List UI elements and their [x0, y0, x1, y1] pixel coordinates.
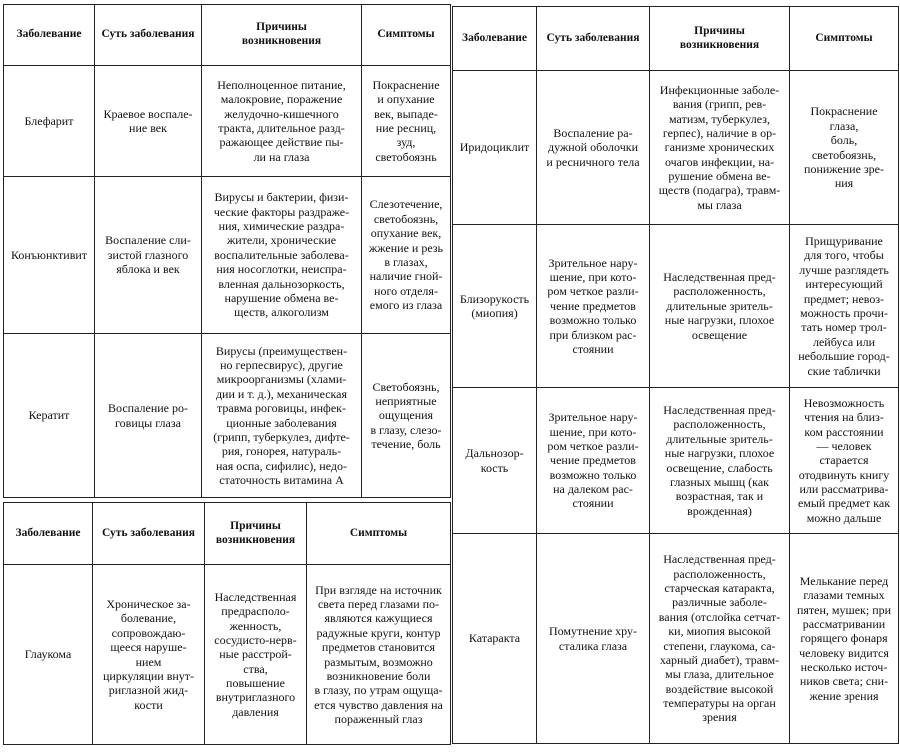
causes-cell: Вирусы и бактерии, физи- ческие факторы раздраже- ния, химические раздра- жители, хронические воспалительные заболева- ния носоглотки, неиспра- вленная дальнозоркость, нарушение обмена ве- ществ, алкоголизм [202, 177, 362, 334]
causes-cell: Вирусы (преимуществен- но герпесвирус), другие микроорганизмы (хлами- дии и т. д.), механическая травма роговицы, инфек- ционные заболевания (грипп, туберкулез, дифте- рия, гонорея, натураль- ная оспа, сифилис), недо- статочность витамина А [202, 334, 362, 498]
causes-cell: Инфекционные заболе- вания (грипп, рев- матизм, туберкулез, герпес), наличие в ор- ганизме хронических очагов инфекции, на- рушение обмена ве- ществ (подагра), травм- мы глаза [650, 71, 790, 225]
table-row [4, 334, 451, 498]
disease-cell: Дальнозор- кость [453, 388, 537, 534]
header-disease: Заболевание [4, 5, 95, 66]
table-bottom-left [3, 502, 451, 745]
disease-cell: Глаукома [4, 565, 93, 745]
table-row [4, 177, 451, 334]
disease-cell: Конъюнктивит [4, 177, 95, 334]
table-row [4, 565, 451, 745]
symptoms-cell: Покраснение глаза, боль, светобоязнь, понижение зре- ния [790, 71, 899, 225]
header-essence: Суть заболевания [93, 503, 205, 565]
disease-cell: Близорукость (миопия) [453, 225, 537, 388]
causes-cell: Неполноценное питание, малокровие, поражение желудочно-кишечного тракта, длительное разд- ражающее действие пы- ли на глаза [202, 66, 362, 177]
causes-cell: Наследственная пред- расположенность, длительные зритель- ные нагрузки, плохое освещение, слабость глазных мышц (как возрастная, так и врожденная) [650, 388, 790, 534]
symptoms-cell: Слезотечение, светобоязнь, опухание век, жжение и резь в глазах, наличие гной- ного отделя- емого из глаза [362, 177, 451, 334]
essence-cell: Хроническое за- болевание, сопровождаю- щееся наруше- нием циркуляции внут- риглазной жид- кости [93, 565, 205, 745]
disease-cell: Кератит [4, 334, 95, 498]
disease-cell: Катаракта [453, 534, 537, 744]
causes-cell: Наследственная пред- расположенность, старческая катаракта, различные заболе- вания (отслойка сетчат- ки, миопия высокой степени, глаукома, са- харный диабет), травм- мы глаза, длительное воздействие высокой температуры на орган зрения [650, 534, 790, 744]
table-header-row [453, 7, 899, 71]
symptoms-cell: Светобоязнь, неприятные ощущения в глазу, слезо- течение, боль [362, 334, 451, 498]
table-row [453, 71, 899, 225]
symptoms-cell: Мелькание перед глазами темных пятен, мушек; при рассматривании горящего фонаря человеку видится несколько источ- ников света; сни- жение зрения [790, 534, 899, 744]
table-row [453, 225, 899, 388]
header-disease: Заболевание [4, 503, 93, 565]
header-essence: Суть заболевания [95, 5, 202, 66]
essence-cell: Зрительное нару- шение, при кото- ром четкое разли- чение предметов возможно только при близком рас- стоянии [537, 225, 650, 388]
header-symptoms: Симптомы [307, 503, 451, 565]
symptoms-cell: Невозможность чтения на близ- ком расстоянии — человек старается отодвинуть книгу или рассматрива- емый предмет как можно дальше [790, 388, 899, 534]
table-header-row [4, 503, 451, 565]
table-top-left [3, 4, 451, 498]
symptoms-cell: При взгляде на источник света перед глазами по- являются кажущиеся радужные круги, контур предметов становится размытым, возможно возникновение боли в глазу, по утрам ощуща- ется чувство давления на пораженный глаз [307, 565, 451, 745]
table-row [453, 534, 899, 744]
table-row [453, 388, 899, 534]
symptoms-cell: Прищуривание для того, чтобы лучше разглядеть интересующий предмет; невоз- можность прочи- тать номер трол- лейбуса или небольшие город- ские таблички [790, 225, 899, 388]
essence-cell: Воспаление ро- говицы глаза [95, 334, 202, 498]
header-causes: Причины возникновения [650, 7, 790, 71]
table-right [452, 6, 899, 744]
essence-cell: Краевое воспале- ние век [95, 66, 202, 177]
essence-cell: Воспаление сли- зистой глазного яблока и век [95, 177, 202, 334]
symptoms-cell: Покраснение и опухание век, выпаде- ние ресниц, зуд, светобоязнь [362, 66, 451, 177]
header-symptoms: Симптомы [362, 5, 451, 66]
essence-cell: Зрительное нару- шение, при кото- ром четкое разли- чение предметов возможно только на далеком рас- стоянии [537, 388, 650, 534]
causes-cell: Наследственная предрасполо- женность, сосудисто-нерв- ные расстрой- ства, повышение внутриглазного давления [205, 565, 307, 745]
table-header-row [4, 5, 451, 66]
disease-cell: Блефарит [4, 66, 95, 177]
header-causes: Причины возникновения [202, 5, 362, 66]
header-causes: Причины возникновения [205, 503, 307, 565]
disease-cell: Иридоциклит [453, 71, 537, 225]
essence-cell: Помутнение хру- сталика глаза [537, 534, 650, 744]
header-essence: Суть заболевания [537, 7, 650, 71]
header-symptoms: Симптомы [790, 7, 899, 71]
essence-cell: Воспаление ра- дужной оболочки и ресничного тела [537, 71, 650, 225]
header-disease: Заболевание [453, 7, 537, 71]
causes-cell: Наследственная пред- расположенность, длительные зритель- ные нагрузки, плохое освещение [650, 225, 790, 388]
table-row [4, 66, 451, 177]
